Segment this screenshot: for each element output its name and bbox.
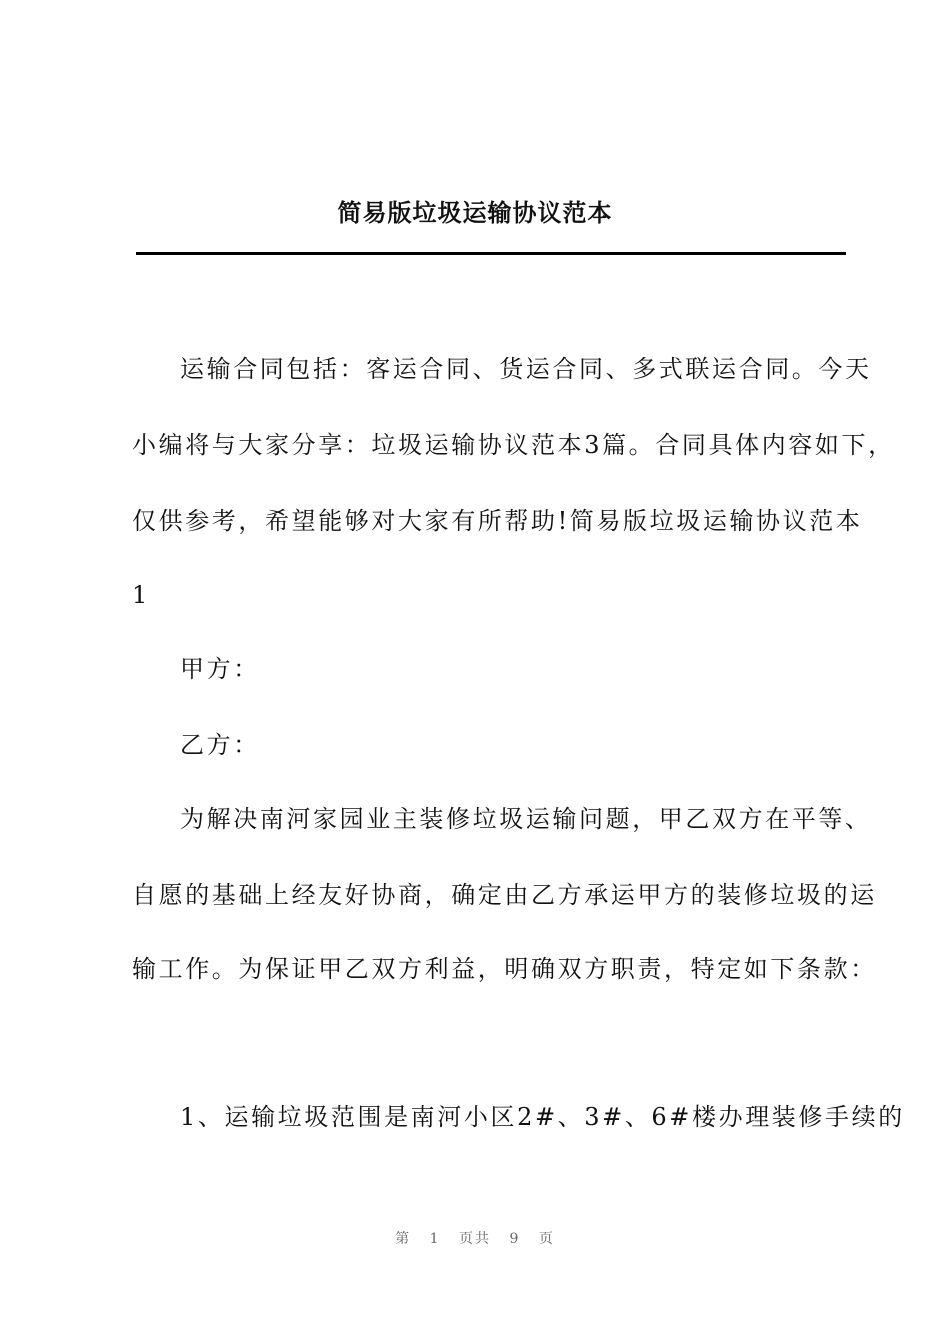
- footer-prefix: 第: [395, 1231, 412, 1247]
- paragraph-line: 小编将与大家分享：垃圾运输协议范本3篇。合同具体内容如下，: [132, 431, 895, 459]
- paragraph-line: 仅供参考，希望能够对大家有所帮助!简易版垃圾运输协议范本: [132, 507, 863, 535]
- paragraph-line: 1: [132, 581, 150, 609]
- paragraph-line: 为解决南河家园业主装修垃圾运输问题，甲乙双方在平等、: [180, 805, 872, 833]
- footer-page-number: 1: [429, 1231, 441, 1247]
- party-a-label: 甲方：: [180, 655, 260, 683]
- title-underline: [136, 252, 846, 255]
- clause-line: 1、运输垃圾范围是南河小区2#、3#、6#楼办理装修手续的: [180, 1103, 905, 1131]
- paragraph-line: 自愿的基础上经友好协商，确定由乙方承运甲方的装修垃圾的运: [132, 881, 877, 909]
- document-title: 简易版垃圾运输协议范本: [337, 198, 613, 227]
- footer-mid: 页共: [459, 1231, 491, 1247]
- paragraph-line: 运输合同包括：客运合同、货运合同、多式联运合同。今天: [180, 355, 872, 383]
- page-footer: [0, 1228, 950, 1248]
- footer-suffix: 页: [538, 1231, 555, 1247]
- footer-total-pages: 9: [509, 1231, 521, 1247]
- paragraph-line: 输工作。为保证甲乙双方利益，明确双方职责，特定如下条款：: [132, 955, 877, 983]
- party-b-label: 乙方：: [180, 731, 260, 759]
